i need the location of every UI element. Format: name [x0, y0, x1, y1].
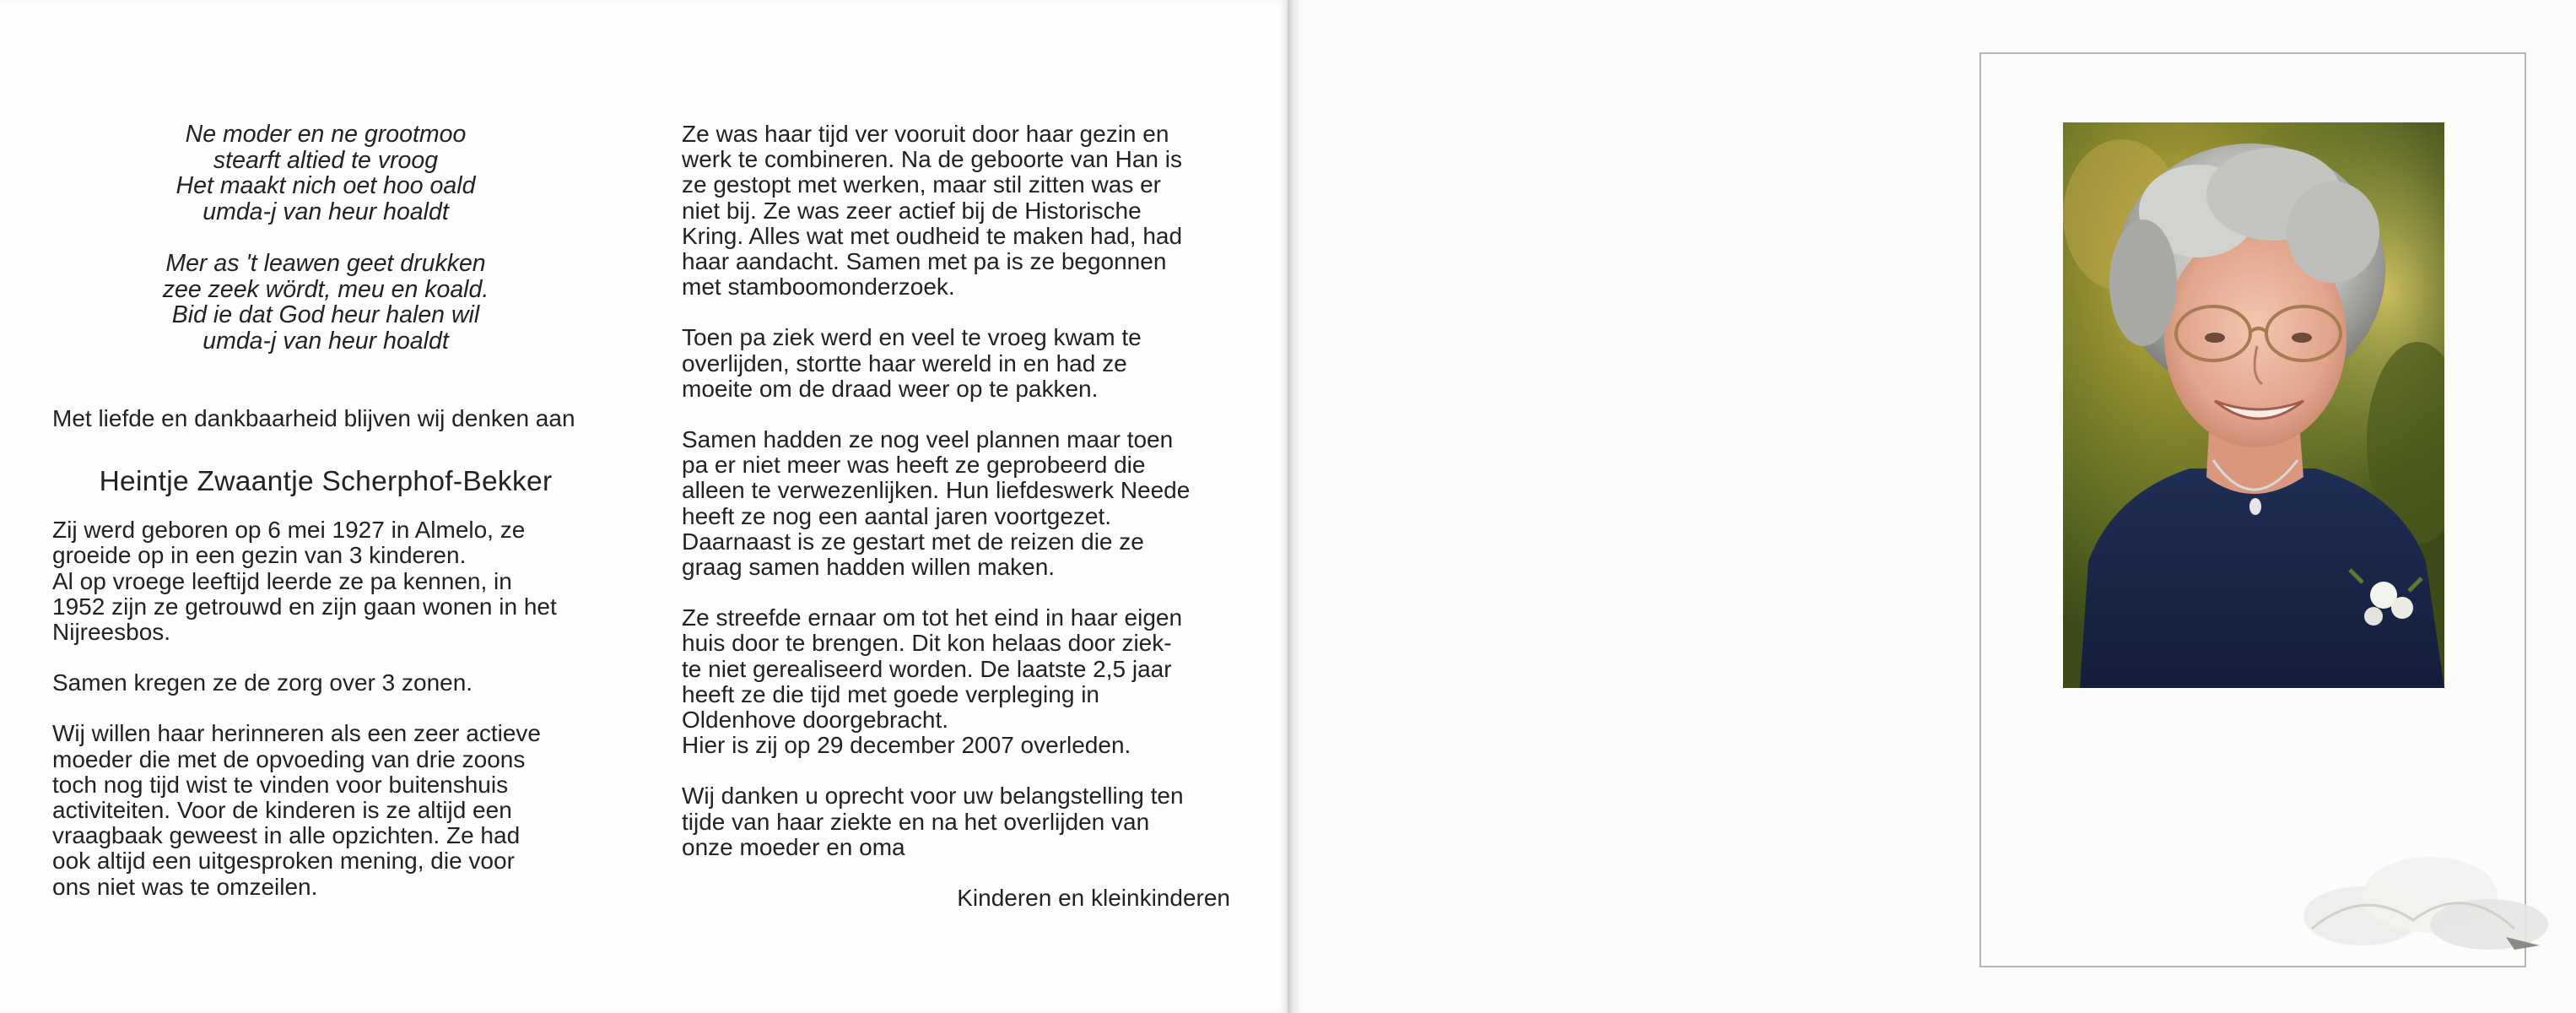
text-line: graag samen hadden willen maken. — [682, 554, 1056, 581]
poem-stanza-1 — [52, 122, 599, 225]
text-line: Ze was haar tijd ver vooruit door haar gezin en — [682, 121, 1169, 147]
text-line: Oldenhove doorgebracht. — [682, 707, 948, 734]
text-line: Hier is zij op 29 december 2007 overleden. — [682, 732, 1131, 759]
text-line: Samen kregen ze de zorg over 3 zonen. — [52, 669, 473, 696]
text-line: groeide op in een gezin van 3 kinderen. — [52, 542, 467, 569]
text-line: Wij willen haar herinneren als een zeer actieve — [52, 720, 541, 747]
portrait-photo-icon — [2063, 122, 2444, 688]
paragraph-remember — [52, 721, 599, 899]
text-line: onze moeder en oma — [682, 833, 905, 860]
poem-line: Het maakt nich oet hoo oald — [176, 172, 476, 199]
paragraph-final-years — [682, 605, 1230, 758]
poem-line: Ne moder en ne grootmoo — [185, 121, 467, 148]
poem-line: umda-j van heur hoaldt — [203, 198, 449, 225]
poem-line: zee zeek wördt, meu en koald. — [162, 275, 489, 303]
text-line: haar aandacht. Samen met pa is ze begonnen — [682, 248, 1167, 275]
text-line: ook altijd een uitgesproken mening, die voor — [52, 848, 515, 875]
text-line: ze gestopt met werken, maar stil zitten was er — [682, 171, 1161, 198]
text-line: alleen te verwezenlijken. Hun liefdeswerk Neede — [682, 477, 1191, 504]
text-line: met stamboomonderzoek. — [682, 274, 955, 301]
text-line: Nijreesbos. — [52, 619, 171, 646]
deceased-name: Heintje Zwaantje Scherphof-Bekker — [99, 466, 553, 498]
text-line: 1952 zijn ze getrouwd en zijn gaan wonen in het — [52, 593, 557, 620]
text-line: Daarnaast is ze gestart met de reizen die ze — [682, 528, 1144, 555]
card-fold — [1288, 0, 1299, 1013]
paragraph-plans — [682, 427, 1230, 580]
text-line: overlijden, stortte haar wereld in en had ze — [682, 349, 1127, 376]
poem-stanza-2 — [52, 251, 599, 354]
poem-line: umda-j van heur hoaldt — [203, 327, 449, 355]
paragraph-birth — [52, 517, 599, 645]
paragraph-career — [682, 122, 1230, 300]
text-line: Kring. Alles wat met oudheid te maken had, had — [682, 222, 1183, 249]
text-line: pa er niet meer was heeft ze geprobeerd die — [682, 452, 1146, 479]
poem-line: Bid ie dat God heur halen wil — [171, 301, 480, 328]
text-line: Samen hadden ze nog veel plannen maar toen — [682, 426, 1174, 453]
poem-line: Mer as 't leawen geet drukken — [165, 250, 486, 277]
paragraph-thanks — [682, 783, 1230, 860]
text-line: heeft ze die tijd met goede verpleging in — [682, 680, 1099, 707]
text-line: vraagbaak geweest in alle opzichten. Ze had — [52, 822, 521, 849]
left-text-column — [52, 122, 599, 925]
text-line: moeder die met de opvoeding van drie zoons — [52, 745, 526, 772]
text-line: te niet gerealiseerd worden. De laatste 2,5 jaar — [682, 655, 1172, 682]
text-line: Al op vroege leeftijd leerde ze pa kennen, in — [52, 567, 512, 594]
paragraph-loss — [682, 325, 1230, 402]
signature: Kinderen en kleinkinderen — [957, 885, 1230, 912]
text-line: tijde van haar ziekte en na het overlijden van — [682, 808, 1150, 835]
text-line: niet bij. Ze was zeer actief bij de Historische — [682, 197, 1142, 224]
text-line: toch nog tijd wist te vinden voor buitenshuis — [52, 771, 509, 798]
right-text-column — [682, 122, 1230, 911]
text-line: activiteiten. Voor de kinderen is ze altijd een — [52, 797, 512, 824]
text-line: Wij danken u oprecht voor uw belangstelling ten — [682, 783, 1184, 810]
text-line: huis door te brengen. Dit kon helaas door ziek- — [682, 630, 1172, 657]
text-line: Ze streefde ernaar om tot het eind in haar eigen — [682, 604, 1183, 631]
text-line: Zij werd geboren op 6 mei 1927 in Almelo, ze — [52, 517, 526, 544]
text-line: Toen pa ziek werd en veel te vroeg kwam te — [682, 324, 1142, 351]
text-line: moeite om de draad weer op te pakken. — [682, 375, 1099, 402]
paragraph-sons — [52, 670, 599, 696]
decorative-flower-icon — [2261, 836, 2565, 962]
poem-line: stearft altied te vroog — [213, 146, 439, 174]
intro-text: Met liefde en dankbaarheid blijven wij denken aan — [52, 405, 575, 431]
text-line: werk te combineren. Na de geboorte van Han is — [682, 146, 1182, 173]
text-line: ons niet was te omzeilen. — [52, 873, 318, 900]
text-line: heeft ze nog een aantal jaren voortgezet. — [682, 502, 1112, 529]
